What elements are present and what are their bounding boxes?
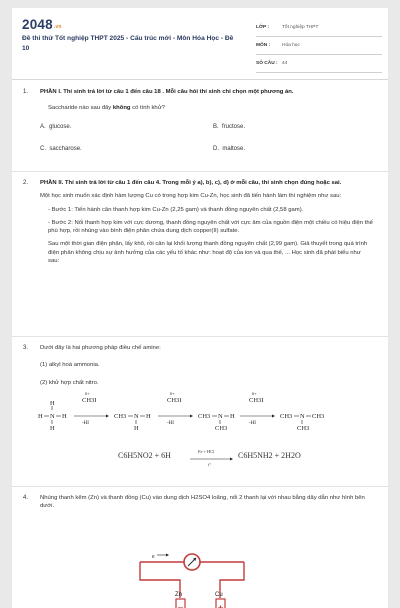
scheme-h: H: [50, 425, 55, 432]
question-intro: Một học sinh muốn xác định hàm lượng Cu có trong hợp kim Cu-Zn, học sinh đã tiến hành làm thí nghiệm như sau:: [40, 193, 342, 200]
step-2: - Bước 2: Nối thanh hợp kim với cực dương, thanh đồng nguyên chất với cực âm của nguồn điện một chiều có hiệu điện thế phù hợp, rồi nhúng vào bình điện phân chứa dung dịch copper(II) sulfate.: [48, 219, 373, 235]
question-4: [12, 494, 388, 608]
equation-condition: Fe + HCl: [198, 449, 215, 454]
scheme-h: H: [62, 413, 67, 420]
option-letter: B.: [213, 123, 219, 130]
answer-options: [40, 123, 373, 165]
question-text: [40, 104, 373, 112]
question-divider: [12, 486, 388, 487]
question-number: 1.: [23, 89, 29, 95]
question-body: [40, 344, 373, 392]
equation-right: C6H5NH2 + 2H2O: [238, 451, 301, 460]
scheme-reagent: CH3I: [167, 397, 182, 404]
logo-text: 2048: [22, 17, 53, 32]
question-divider: [12, 171, 388, 172]
equation-arrow: [190, 457, 234, 461]
question-text-pre: Saccharide nào sau đây: [48, 105, 113, 112]
equation-left: C6H5NO2 + 6H: [118, 451, 171, 460]
question-3: [12, 344, 388, 492]
question-1: [12, 88, 388, 172]
zn-label: Zn: [175, 592, 183, 598]
scheme-delta: δ+: [170, 391, 175, 396]
question-text-post: có tính khử?: [130, 105, 165, 112]
scheme-h: H: [146, 413, 151, 420]
scheme-h: H: [50, 400, 55, 407]
question-text-emphasis: không: [112, 105, 131, 112]
scheme-h: H: [134, 425, 139, 432]
option-text: saccharose.: [49, 145, 82, 152]
method-2: (2) khử hợp chất nitro.: [40, 379, 99, 386]
meta-row-class: [256, 19, 382, 37]
option-a[interactable]: [40, 123, 71, 131]
option-text: maltose.: [222, 145, 246, 152]
scheme-ch3: CH3: [297, 425, 310, 432]
scheme-delta: δ+: [85, 391, 90, 396]
question-closing: Sau một thời gian điện phân, lấy khô, rồi cân lại khối lượng thanh đồng nguyên chất (2,99 gam). Giả thuyết trong quá trình điện phân không chịu sự ảnh hưởng của các yếu tố khác như: hoạt độ của ion và qua thế, ... Học sinh đã phát biểu như sau:: [48, 241, 368, 265]
meta-row-count: [256, 55, 382, 73]
meta-value: Hóa học: [282, 43, 300, 48]
meta-key: LỚP :: [256, 25, 270, 30]
zn-electrode: [176, 599, 185, 608]
option-letter: A.: [40, 123, 46, 130]
meta-key: MÔN :: [256, 43, 271, 48]
option-text: glucose.: [49, 123, 72, 130]
scheme-byproduct: -HI: [167, 421, 174, 426]
option-letter: C.: [40, 145, 46, 152]
scheme-delta: δ+: [252, 391, 257, 396]
exam-header: [12, 8, 388, 74]
option-c[interactable]: [40, 145, 82, 153]
scheme-ch3: CH3: [198, 413, 211, 420]
scheme-ch3: CH3: [312, 413, 325, 420]
scheme-byproduct: -HI: [249, 421, 256, 426]
electron-label: e: [152, 554, 155, 560]
scheme-n: N: [300, 413, 305, 420]
section-heading: PHẦN I. Thí sinh trả lời từ câu 1 đến câu 18 . Mỗi câu hỏi thí sinh chỉ chọn một phương án.: [40, 89, 294, 95]
question-number: 2.: [23, 180, 29, 186]
scheme-ch3: CH3: [280, 413, 293, 420]
reduction-equation: [74, 448, 334, 468]
site-logo[interactable]: [22, 17, 62, 32]
question-2: [12, 179, 388, 337]
option-text: fructose.: [222, 123, 246, 130]
exam-sheet: [12, 8, 388, 608]
meta-value: Tốt nghiệp THPT: [282, 25, 319, 30]
scheme-n: N: [134, 413, 139, 420]
scheme-ch3: CH3: [114, 413, 127, 420]
alkylation-scheme: [12, 388, 352, 448]
question-number: 4.: [23, 495, 29, 501]
scheme-n: N: [50, 413, 55, 420]
equation-temperature: t°: [208, 462, 211, 467]
logo-suffix: .vn: [53, 24, 62, 30]
option-b[interactable]: [213, 123, 245, 131]
option-d[interactable]: [213, 145, 245, 153]
exam-meta: [256, 19, 382, 73]
cu-label: Cu: [215, 592, 223, 598]
header-divider: [12, 79, 388, 80]
question-intro: Dưới đây là hai phương pháp điều chế amine:: [40, 345, 161, 351]
method-1: (1) alkyl hoá ammonia.: [40, 362, 100, 369]
question-divider: [12, 336, 388, 337]
exam-title: Đề thi thử Tốt nghiệp THPT 2025 - Cấu trúc mới - Môn Hóa Học - Đề 10: [22, 35, 234, 52]
question-body: [40, 494, 373, 516]
scheme-n: N: [218, 413, 223, 420]
scheme-reagent: CH3I: [82, 397, 97, 404]
meta-key: SỐ CÂU :: [256, 61, 278, 66]
section-heading: PHẦN II. Thí sinh trả lời từ câu 1 đến câu 4. Trong mỗi ý a), b), c), d) ở mỗi câu, thí sinh chọn đúng hoặc sai.: [40, 180, 342, 186]
question-number: 3.: [23, 345, 29, 351]
option-letter: D.: [213, 145, 219, 152]
scheme-h: H: [38, 413, 43, 420]
meta-row-subject: [256, 37, 382, 55]
scheme-reagent: CH3I: [249, 397, 264, 404]
question-body: [40, 88, 373, 165]
scheme-byproduct: -HI: [82, 421, 89, 426]
question-body: [40, 179, 373, 270]
step-1: - Bước 1: Tiến hành cân thanh hợp kim Cu-Zn (2,25 gam) và thanh đồng nguyên chất (2,58 gam).: [48, 206, 304, 213]
meta-value: 44: [282, 61, 288, 66]
scheme-ch3: CH3: [215, 425, 228, 432]
scheme-h: H: [230, 413, 235, 420]
question-text: Nhúng thanh kẽm (Zn) và thanh đồng (Cu) vào dung dịch H2SO4 loãng, nối 2 thanh lại với nhau bằng dây dẫn như hình bên dưới.: [40, 495, 365, 510]
galvanic-cell-figure: [102, 542, 262, 608]
